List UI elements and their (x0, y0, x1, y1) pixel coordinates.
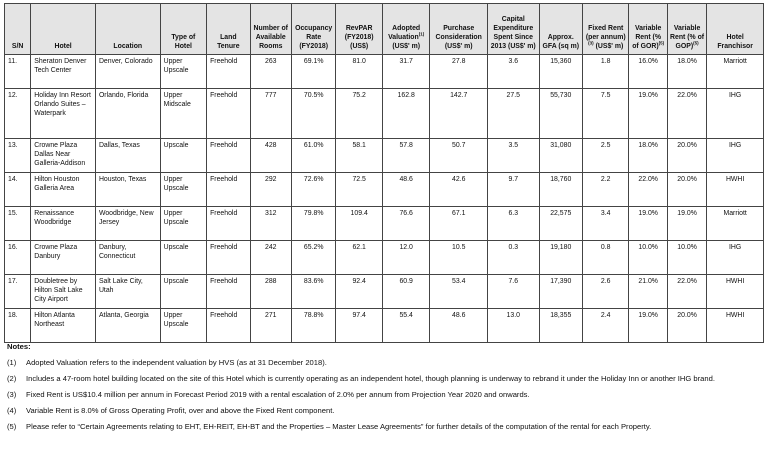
header-fixed-rent-footnote: (3) (588, 40, 594, 46)
cell-tenure: Freehold (207, 89, 250, 139)
cell-sn: 17. (5, 275, 31, 309)
cell-franchisor: Marriott (707, 55, 764, 89)
header-franchisor: Hotel Franchisor (707, 4, 764, 55)
cell-location: Atlanta, Georgia (95, 309, 160, 343)
cell-fixed-rent: 2.6 (582, 275, 628, 309)
table-row (5, 89, 764, 139)
header-location: Location (95, 4, 160, 55)
cell-fixed-rent: 0.8 (582, 241, 628, 275)
cell-valuation: 60.9 (382, 275, 430, 309)
cell-occupancy: 69.1% (291, 55, 335, 89)
cell-revpar: 58.1 (336, 139, 382, 173)
cell-revpar: 72.5 (336, 173, 382, 207)
cell-type: Upscale (160, 139, 206, 173)
cell-occupancy: 70.5% (291, 89, 335, 139)
note-item (7, 374, 763, 384)
cell-location: Denver, Colorado (95, 55, 160, 89)
header-valuation-unit: (US$' m) (392, 43, 420, 50)
cell-hotel: Hilton Houston Galleria Area (31, 173, 96, 207)
cell-rooms: 288 (250, 275, 291, 309)
note-item (7, 406, 763, 416)
cell-location: Orlando, Florida (95, 89, 160, 139)
cell-gfa: 22,575 (539, 207, 582, 241)
header-fixed-rent (582, 4, 628, 55)
cell-location: Dallas, Texas (95, 139, 160, 173)
header-type: Type of Hotel (160, 4, 206, 55)
cell-var-gop: 22.0% (667, 275, 706, 309)
cell-tenure: Freehold (207, 173, 250, 207)
table-row (5, 173, 764, 207)
cell-franchisor: Marriott (707, 207, 764, 241)
cell-location: Danbury, Connecticut (95, 241, 160, 275)
cell-revpar: 109.4 (336, 207, 382, 241)
header-var-gop-footnote: (5) (693, 40, 699, 46)
cell-type: Upper Upscale (160, 207, 206, 241)
cell-tenure: Freehold (207, 207, 250, 241)
header-purchase: Purchase Consideration (US$' m) (430, 4, 488, 55)
header-var-gor (629, 4, 667, 55)
notes-title: Notes: (7, 342, 31, 351)
cell-hotel: Hilton Atlanta Northeast (31, 309, 96, 343)
cell-type: Upscale (160, 275, 206, 309)
cell-occupancy: 83.6% (291, 275, 335, 309)
cell-revpar: 92.4 (336, 275, 382, 309)
cell-type: Upper Upscale (160, 173, 206, 207)
table-header-row (5, 4, 764, 55)
cell-occupancy: 78.8% (291, 309, 335, 343)
cell-valuation: 31.7 (382, 55, 430, 89)
cell-valuation: 12.0 (382, 241, 430, 275)
cell-hotel: Renaissance Woodbridge (31, 207, 96, 241)
cell-tenure: Freehold (207, 275, 250, 309)
header-var-gop-label: Variable Rent (% of GOP) (670, 25, 705, 50)
cell-purchase: 42.6 (430, 173, 488, 207)
cell-gfa: 17,390 (539, 275, 582, 309)
cell-hotel: Doubletree by Hilton Salt Lake City Airport (31, 275, 96, 309)
header-tenure: Land Tenure (207, 4, 250, 55)
header-capex: Capital Expenditure Spent Since 2013 (US$' m) (488, 4, 540, 55)
cell-var-gor: 19.0% (629, 309, 667, 343)
cell-type: Upper Midscale (160, 89, 206, 139)
cell-capex: 3.5 (488, 139, 540, 173)
cell-valuation: 57.8 (382, 139, 430, 173)
cell-franchisor: IHG (707, 139, 764, 173)
cell-var-gop: 20.0% (667, 139, 706, 173)
cell-rooms: 428 (250, 139, 291, 173)
cell-rooms: 263 (250, 55, 291, 89)
cell-rooms: 292 (250, 173, 291, 207)
cell-franchisor: HWHI (707, 173, 764, 207)
cell-valuation: 48.6 (382, 173, 430, 207)
cell-gfa: 18,760 (539, 173, 582, 207)
cell-fixed-rent: 2.2 (582, 173, 628, 207)
cell-hotel: Crowne Plaza Dallas Near Galleria-Addison (31, 139, 96, 173)
note-item (7, 422, 763, 432)
note-text: Adopted Valuation refers to the independent valuation by HVS (as at 31 December 2018). (26, 358, 327, 367)
cell-occupancy: 61.0% (291, 139, 335, 173)
table-row (5, 241, 764, 275)
cell-gfa: 15,360 (539, 55, 582, 89)
cell-location: Salt Lake City, Utah (95, 275, 160, 309)
cell-sn: 13. (5, 139, 31, 173)
cell-var-gor: 16.0% (629, 55, 667, 89)
cell-sn: 15. (5, 207, 31, 241)
cell-sn: 12. (5, 89, 31, 139)
cell-sn: 18. (5, 309, 31, 343)
table-row (5, 207, 764, 241)
header-valuation-label: Adopted Valuation (388, 25, 421, 41)
cell-revpar: 81.0 (336, 55, 382, 89)
cell-gfa: 31,080 (539, 139, 582, 173)
cell-capex: 13.0 (488, 309, 540, 343)
note-number: (1) (7, 358, 17, 367)
cell-valuation: 162.8 (382, 89, 430, 139)
cell-hotel: Holiday Inn Resort Orlando Suites – Waterpark (31, 89, 96, 139)
cell-capex: 6.3 (488, 207, 540, 241)
header-fixed-rent-unit: (US$' m) (595, 43, 624, 50)
cell-var-gop: 20.0% (667, 309, 706, 343)
header-occupancy: Occupancy Rate (FY2018) (291, 4, 335, 55)
note-number: (2) (7, 374, 17, 383)
header-revpar: RevPAR (FY2018) (US$) (336, 4, 382, 55)
cell-fixed-rent: 3.4 (582, 207, 628, 241)
cell-hotel: Crowne Plaza Danbury (31, 241, 96, 275)
note-number: (4) (7, 406, 17, 415)
cell-var-gor: 22.0% (629, 173, 667, 207)
header-fixed-rent-label: Fixed Rent (per annum) (585, 25, 626, 41)
note-text: Fixed Rent is US$10.4 million per annum in Forecast Period 2019 with a rental escalation of 2.0% per annum from Projection Year 2020 and onwards. (26, 390, 530, 399)
cell-var-gop: 18.0% (667, 55, 706, 89)
cell-type: Upper Upscale (160, 55, 206, 89)
header-hotel: Hotel (31, 4, 96, 55)
cell-var-gop: 20.0% (667, 173, 706, 207)
cell-occupancy: 65.2% (291, 241, 335, 275)
table-row (5, 309, 764, 343)
header-valuation-footnote: (1) (418, 31, 425, 37)
cell-valuation: 76.6 (382, 207, 430, 241)
hotel-table (4, 3, 764, 343)
cell-var-gop: 22.0% (667, 89, 706, 139)
cell-purchase: 27.8 (430, 55, 488, 89)
cell-type: Upscale (160, 241, 206, 275)
header-valuation (382, 4, 430, 55)
cell-fixed-rent: 1.8 (582, 55, 628, 89)
cell-tenure: Freehold (207, 55, 250, 89)
cell-purchase: 53.4 (430, 275, 488, 309)
cell-var-gor: 10.0% (629, 241, 667, 275)
cell-purchase: 48.6 (430, 309, 488, 343)
cell-var-gor: 21.0% (629, 275, 667, 309)
cell-revpar: 97.4 (336, 309, 382, 343)
note-item (7, 390, 763, 400)
header-var-gor-label: Variable Rent (% of GOR) (632, 25, 662, 50)
header-sn: S/N (5, 4, 31, 55)
cell-var-gor: 18.0% (629, 139, 667, 173)
cell-franchisor: HWHI (707, 309, 764, 343)
cell-hotel: Sheraton Denver Tech Center (31, 55, 96, 89)
cell-purchase: 10.5 (430, 241, 488, 275)
cell-franchisor: IHG (707, 89, 764, 139)
cell-rooms: 312 (250, 207, 291, 241)
note-item (7, 358, 763, 368)
cell-gfa: 55,730 (539, 89, 582, 139)
note-number: (3) (7, 390, 17, 399)
note-text: Includes a 47-room hotel building located on the site of this Hotel which is currently operating as an independent hotel, though planning is underway to rebrand it under the Holiday Inn or another IHG brand. (26, 374, 715, 383)
header-rooms: Number of Available Rooms (250, 4, 291, 55)
cell-gfa: 18,355 (539, 309, 582, 343)
cell-gfa: 19,180 (539, 241, 582, 275)
table-row (5, 55, 764, 89)
cell-franchisor: HWHI (707, 275, 764, 309)
cell-franchisor: IHG (707, 241, 764, 275)
cell-occupancy: 79.8% (291, 207, 335, 241)
cell-tenure: Freehold (207, 139, 250, 173)
cell-capex: 3.6 (488, 55, 540, 89)
cell-capex: 9.7 (488, 173, 540, 207)
cell-rooms: 271 (250, 309, 291, 343)
cell-type: Upper Upscale (160, 309, 206, 343)
cell-fixed-rent: 2.5 (582, 139, 628, 173)
cell-revpar: 62.1 (336, 241, 382, 275)
note-text: Variable Rent is 8.0% of Gross Operating Profit, over and above the Fixed Rent component. (26, 406, 335, 415)
cell-tenure: Freehold (207, 309, 250, 343)
cell-location: Woodbridge, New Jersey (95, 207, 160, 241)
note-text: Please refer to “Certain Agreements relating to EHT, EH-REIT, EH-BT and the Properties – Master Lease Agreements” for further details of the computation of the rental for each Property. (26, 422, 652, 431)
cell-location: Houston, Texas (95, 173, 160, 207)
cell-purchase: 142.7 (430, 89, 488, 139)
cell-sn: 14. (5, 173, 31, 207)
cell-var-gop: 10.0% (667, 241, 706, 275)
cell-sn: 16. (5, 241, 31, 275)
cell-var-gor: 19.0% (629, 207, 667, 241)
cell-fixed-rent: 7.5 (582, 89, 628, 139)
cell-rooms: 242 (250, 241, 291, 275)
table-row (5, 275, 764, 309)
cell-revpar: 75.2 (336, 89, 382, 139)
header-var-gor-footnote: (5) (658, 40, 665, 46)
cell-occupancy: 72.6% (291, 173, 335, 207)
cell-purchase: 67.1 (430, 207, 488, 241)
cell-sn: 11. (5, 55, 31, 89)
cell-capex: 27.5 (488, 89, 540, 139)
header-var-gop (667, 4, 706, 55)
notes-section (7, 342, 763, 438)
cell-purchase: 50.7 (430, 139, 488, 173)
cell-capex: 7.6 (488, 275, 540, 309)
cell-rooms: 777 (250, 89, 291, 139)
cell-capex: 0.3 (488, 241, 540, 275)
cell-tenure: Freehold (207, 241, 250, 275)
header-gfa: Approx. GFA (sq m) (539, 4, 582, 55)
cell-fixed-rent: 2.4 (582, 309, 628, 343)
note-number: (5) (7, 422, 17, 431)
cell-var-gop: 19.0% (667, 207, 706, 241)
cell-var-gor: 19.0% (629, 89, 667, 139)
cell-valuation: 55.4 (382, 309, 430, 343)
table-row (5, 139, 764, 173)
